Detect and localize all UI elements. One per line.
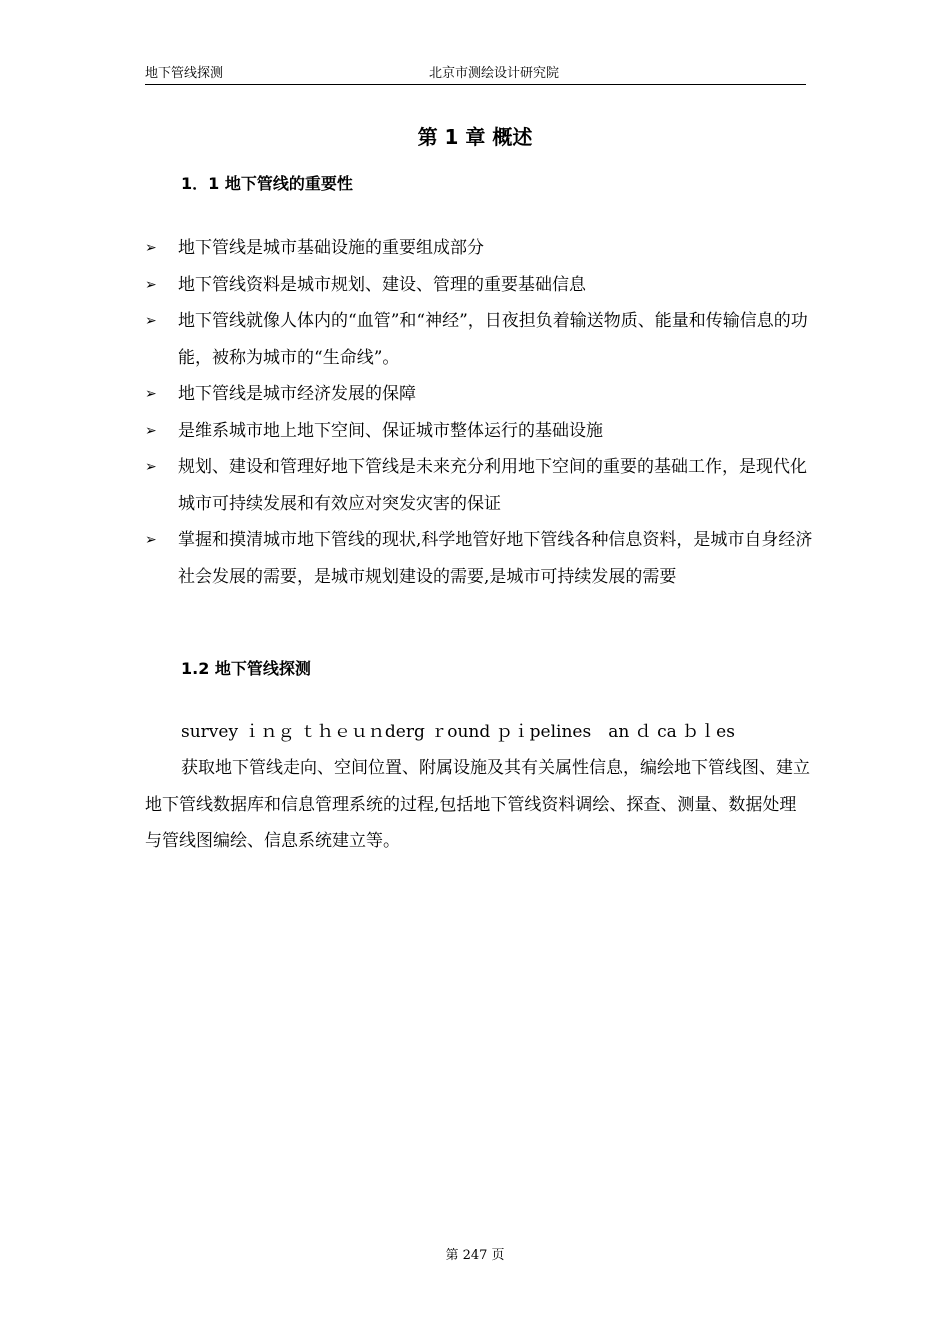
- arrow-bullet-icon: ➢: [145, 276, 157, 293]
- section-heading-importance: 1．1 地下管线的重要性: [181, 174, 353, 193]
- english-term: survey ｉｎｇ ｔｈｅｕｎderg ｒound ｐｉpelines an ｄ ca ｂｌes: [181, 722, 735, 742]
- list-item: [145, 267, 820, 304]
- arrow-bullet-icon: ➢: [145, 313, 157, 329]
- list-item: [145, 303, 820, 376]
- list-item-text: 是维系城市地上地下空间、保证城市整体运行的基础设施: [178, 420, 603, 441]
- page-header: [145, 66, 806, 85]
- arrow-bullet-icon: ➢: [145, 459, 157, 475]
- header-center-text: 北京市测绘设计研究院: [429, 66, 560, 81]
- list-item-text: 地下管线是城市经济发展的保障: [178, 384, 416, 404]
- list-item: [145, 413, 820, 450]
- chapter-title: 第 1 章 概述: [417, 125, 533, 149]
- list-item: [145, 376, 820, 413]
- list-item-text: 地下管线就像人体内的“血管”和“神经”，日夜担负着输送物质、能量和传输信息的功能，被称为城市的“生命线”。: [178, 311, 808, 368]
- list-item: [145, 449, 820, 522]
- arrow-bullet-icon: ➢: [145, 422, 157, 439]
- arrow-bullet-icon: ➢: [145, 532, 157, 548]
- header-left-text: 地下管线探测: [145, 66, 224, 81]
- list-item-text: 规划、建设和管理好地下管线是未来充分利用地下空间的重要的基础工作，是现代化城市可持续发展和有效应对突发灾害的保证: [178, 457, 807, 514]
- importance-bullet-list: [145, 230, 820, 595]
- arrow-bullet-icon: ➢: [145, 240, 157, 256]
- list-item-text: 掌握和摸清城市地下管线的现状,科学地管好地下管线各种信息资料，是城市自身经济社会发展的需要，是城市规划建设的需要,是城市可持续发展的需要: [178, 530, 813, 587]
- list-item-text: 地下管线是城市基础设施的重要组成部分: [178, 238, 484, 258]
- page-number: 第 247 页: [445, 1248, 505, 1263]
- list-item: [145, 230, 820, 267]
- arrow-bullet-icon: ➢: [145, 386, 157, 402]
- section-heading-detection: 1.2 地下管线探测: [181, 659, 311, 678]
- definition-paragraph: 获取地下管线走向、空间位置、附属设施及其有关属性信息，编绘地下管线图、建立地下管线数据库和信息管理系统的过程,包括地下管线资料调绘、探查、测量、数据处理与管线图编绘、信息系统建立等。: [145, 758, 810, 851]
- list-item-text: 地下管线资料是城市规划、建设、管理的重要基础信息: [178, 274, 586, 295]
- list-item: [145, 522, 820, 595]
